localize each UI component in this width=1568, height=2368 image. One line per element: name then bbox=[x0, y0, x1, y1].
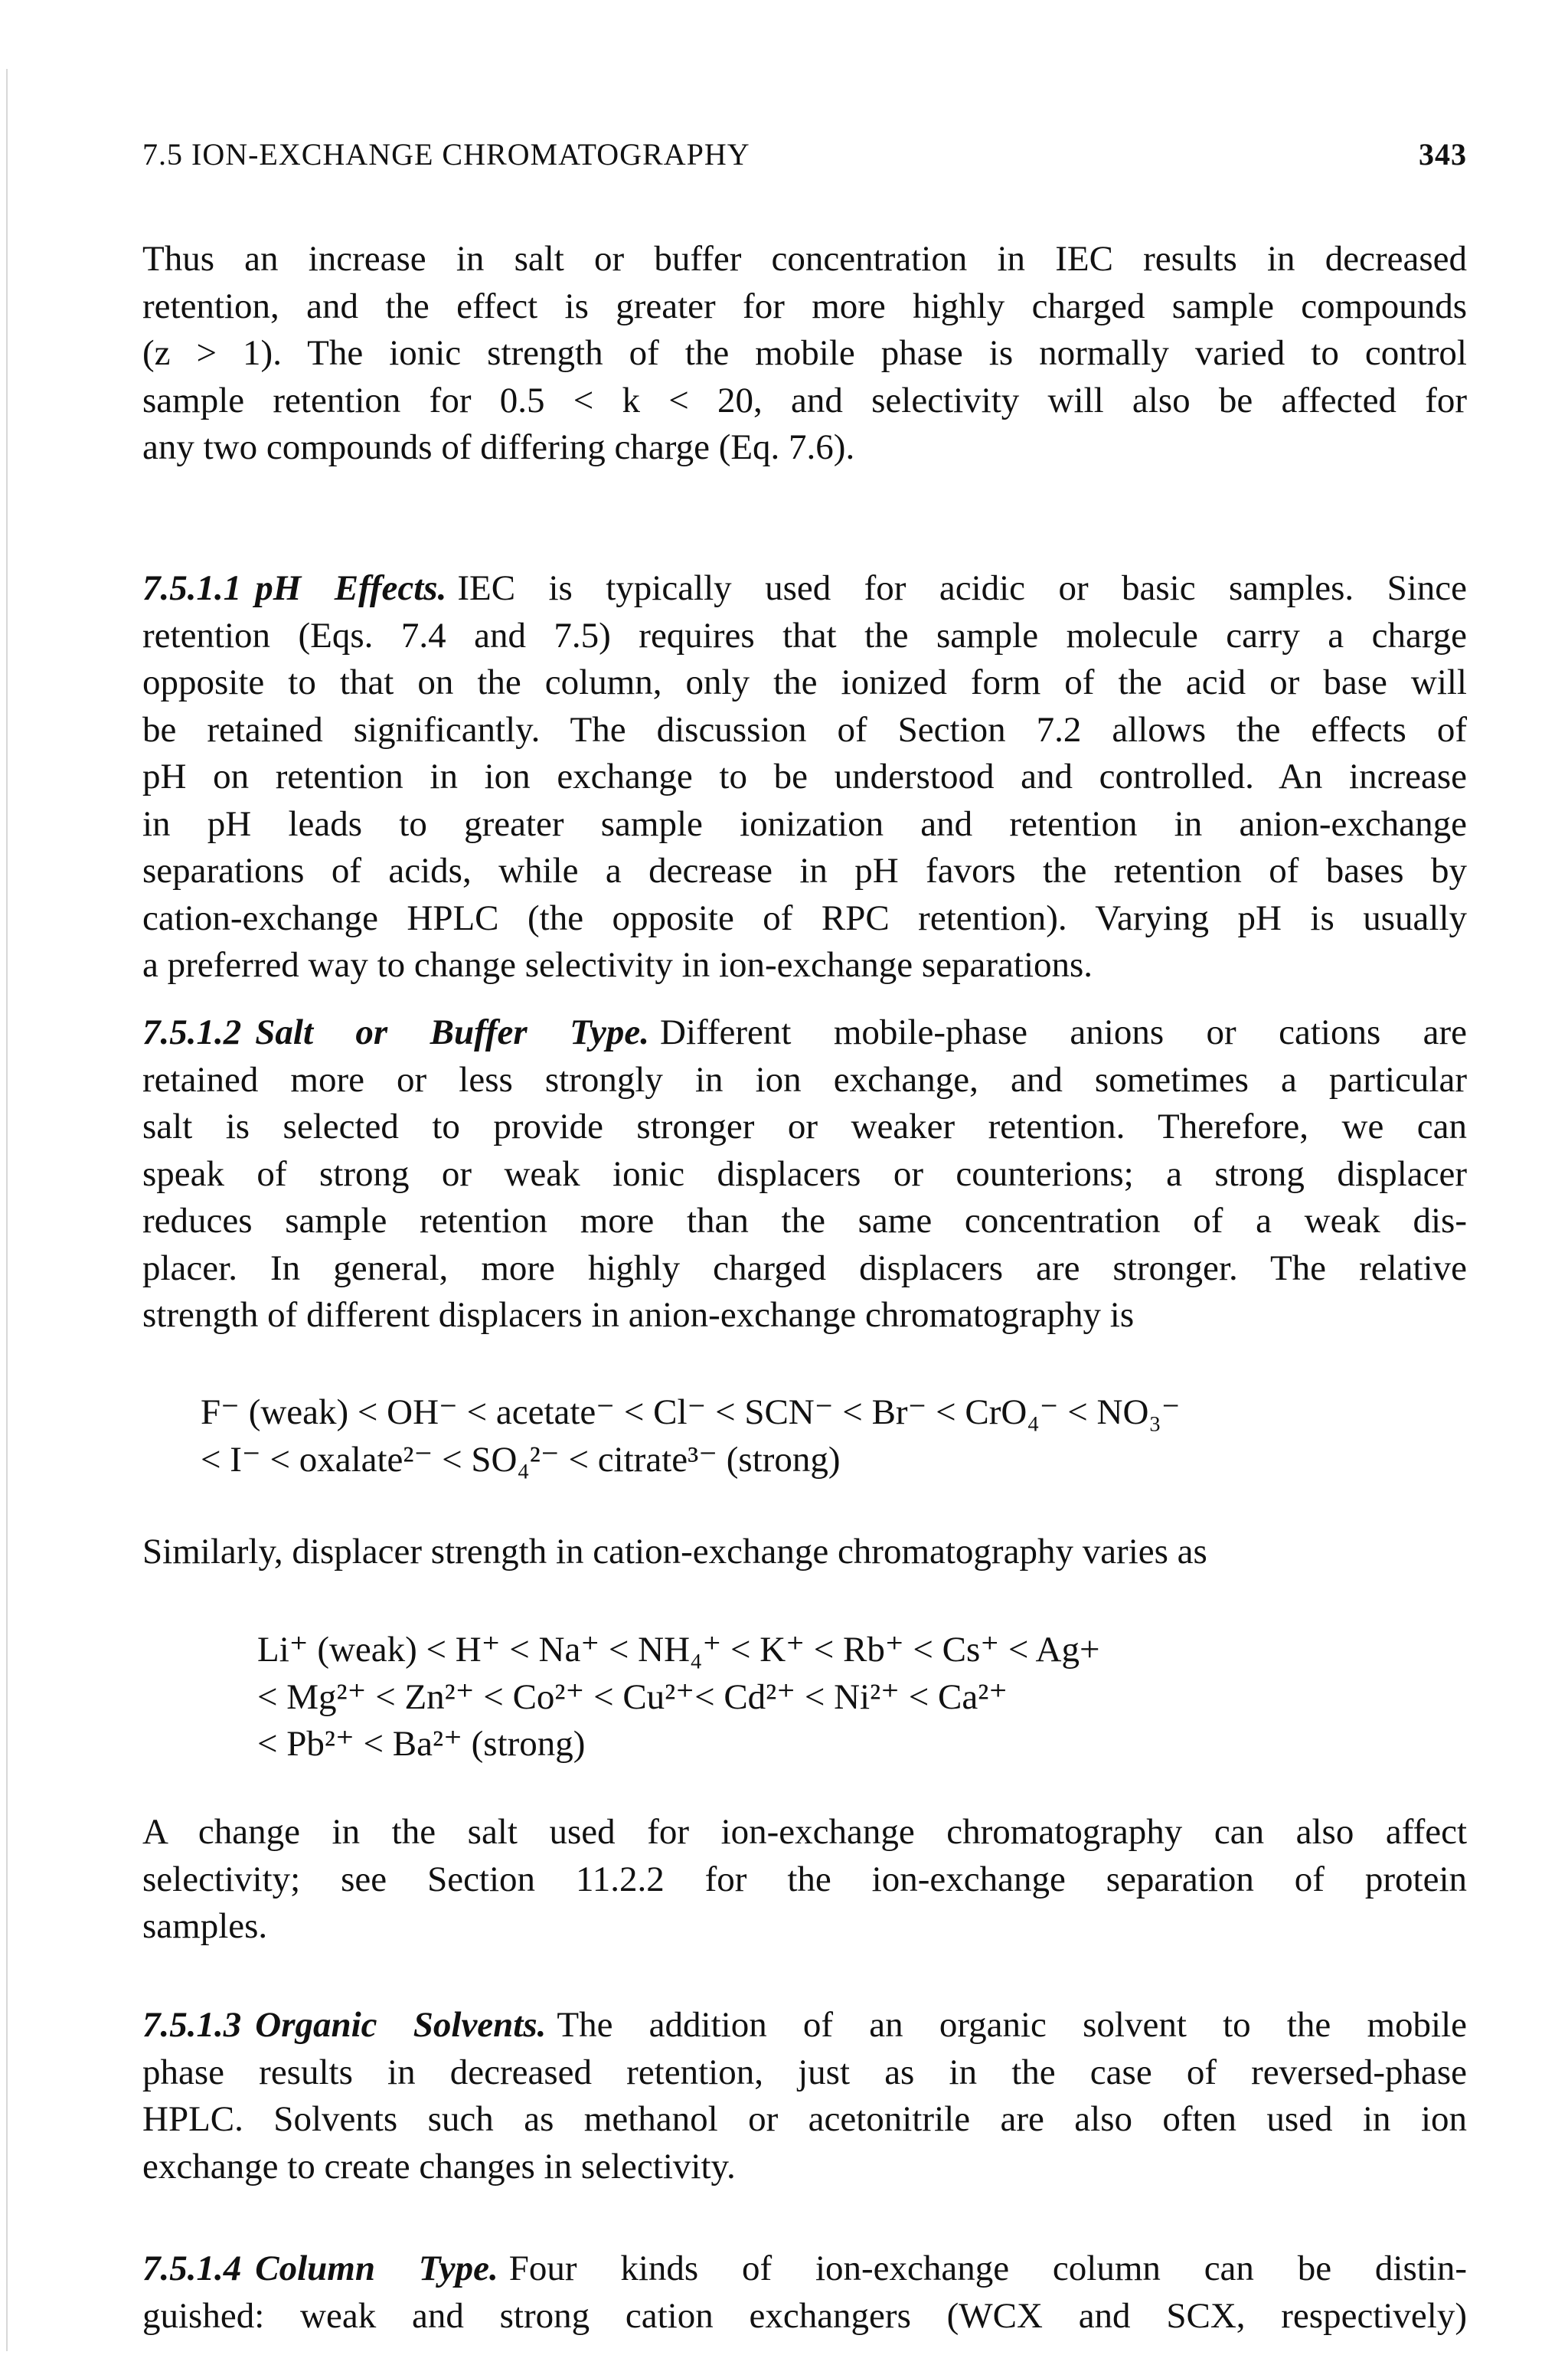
text-line: Different mobile-phase anions or cations are bbox=[660, 1012, 1468, 1052]
text-line: pH on retention in ion exchange to be understood and controlled. An increase bbox=[142, 757, 1467, 796]
text-line: retention (Eqs. 7.4 and 7.5) requires that the sample molecule carry a charge bbox=[142, 615, 1467, 656]
section-column-type bbox=[142, 2245, 1467, 2340]
page-edge-line bbox=[6, 69, 8, 2351]
text-line: cation-exchange HPLC (the opposite of RPC retention). Varying pH is usually bbox=[142, 898, 1467, 938]
text-line: phase results in decreased retention, just as in the case of reversed-phase bbox=[142, 2052, 1467, 2092]
page-number: 343 bbox=[1419, 137, 1467, 172]
text-line: a preferred way to change selectivity in ion-exchange separations. bbox=[142, 945, 1093, 985]
equation-line: Li⁺ (weak) < H⁺ < Na⁺ < NH₄⁺ < K⁺ < Rb⁺ < Cs⁺ < Ag+ bbox=[257, 1630, 1100, 1670]
text-line: The addition of an organic solvent to the mobile bbox=[557, 2005, 1467, 2045]
text-line: IEC is typically used for acidic or basic samples. Since bbox=[457, 568, 1467, 608]
text-line: be retained significantly. The discussion of Section 7.2 allows the effects of bbox=[142, 709, 1467, 750]
text-line: (z > 1). The ionic strength of the mobile phase is normally varied to control bbox=[142, 333, 1467, 373]
text-line: Four kinds of ion-exchange column can be distin- bbox=[508, 2249, 1468, 2288]
section-number: 7.5.1.4 bbox=[142, 2249, 242, 2288]
paragraph-similarly bbox=[142, 1529, 1467, 1576]
text-line: speak of strong or weak ionic displacers or counterions; a strong displacer bbox=[142, 1153, 1467, 1194]
running-header bbox=[142, 136, 1467, 172]
anion-displacer-series bbox=[201, 1389, 1181, 1483]
section-title: Column Type. bbox=[255, 2249, 498, 2288]
text-line: sample retention for 0.5 < k < 20, and selectivity will also be affected for bbox=[142, 380, 1467, 420]
paragraph-salt-change bbox=[142, 1809, 1467, 1951]
text-line: HPLC. Solvents such as methanol or acetonitrile are also often used in ion bbox=[142, 2099, 1467, 2139]
text-line: guished: weak and strong cation exchangers (WCX and SCX, respectively) bbox=[142, 2295, 1467, 2336]
section-title: Salt or Buffer Type. bbox=[255, 1012, 650, 1052]
text-line: salt is selected to provide stronger or weaker retention. Therefore, we can bbox=[142, 1107, 1467, 1146]
running-header-title: 7.5 ION-EXCHANGE CHROMATOGRAPHY bbox=[142, 137, 750, 172]
equation-line: < I⁻ < oxalate²⁻ < SO₄²⁻ < citrate³⁻ (strong) bbox=[201, 1439, 841, 1480]
section-title: Organic Solvents. bbox=[255, 2005, 547, 2045]
section-ph-effects bbox=[142, 565, 1467, 989]
section-number: 7.5.1.1 bbox=[142, 568, 242, 608]
text-line: Similarly, displacer strength in cation-exchange chromatography varies as bbox=[142, 1532, 1207, 1572]
equation-line: < Pb²⁺ < Ba²⁺ (strong) bbox=[257, 1724, 586, 1764]
section-title: pH Effects. bbox=[255, 568, 447, 608]
text-line: Thus an increase in salt or buffer concentration in IEC results in decreased bbox=[142, 239, 1467, 279]
paragraph-intro bbox=[142, 236, 1467, 472]
text-line: opposite to that on the column, only the ionized form of the acid or base will bbox=[142, 662, 1467, 702]
text-line: exchange to create changes in selectivity. bbox=[142, 2146, 736, 2186]
section-organic-solvents bbox=[142, 2002, 1467, 2190]
text-line: samples. bbox=[142, 1906, 268, 1946]
text-line: strength of different displacers in anion-exchange chromatography is bbox=[142, 1295, 1135, 1335]
section-number: 7.5.1.2 bbox=[142, 1012, 242, 1052]
text-line: retention, and the effect is greater for more highly charged sample compounds bbox=[142, 286, 1467, 326]
text-line: in pH leads to greater sample ionization and retention in anion-exchange bbox=[142, 803, 1467, 844]
text-line: selectivity; see Section 11.2.2 for the ion-exchange separation of protein bbox=[142, 1859, 1467, 1899]
equation-line: F⁻ (weak) < OH⁻ < acetate⁻ < Cl⁻ < SCN⁻ < Br⁻ < CrO₄⁻ < NO₃⁻ bbox=[201, 1392, 1181, 1432]
text-line: separations of acids, while a decrease in pH favors the retention of bases by bbox=[142, 851, 1467, 891]
text-line: reduces sample retention more than the same concentration of a weak dis- bbox=[142, 1201, 1467, 1241]
text-line: placer. In general, more highly charged displacers are stronger. The relative bbox=[142, 1248, 1467, 1288]
text-line: retained more or less strongly in ion exchange, and sometimes a particular bbox=[142, 1059, 1467, 1100]
cation-displacer-series bbox=[257, 1627, 1099, 1768]
text-line: A change in the salt used for ion-exchange chromatography can also affect bbox=[142, 1812, 1467, 1852]
text-line: any two compounds of differing charge (Eq. 7.6). bbox=[142, 427, 855, 467]
section-number: 7.5.1.3 bbox=[142, 2005, 242, 2045]
section-salt-buffer-type bbox=[142, 1009, 1467, 1339]
equation-line: < Mg²⁺ < Zn²⁺ < Co²⁺ < Cu²⁺< Cd²⁺ < Ni²⁺ < Ca²⁺ bbox=[257, 1676, 1008, 1717]
